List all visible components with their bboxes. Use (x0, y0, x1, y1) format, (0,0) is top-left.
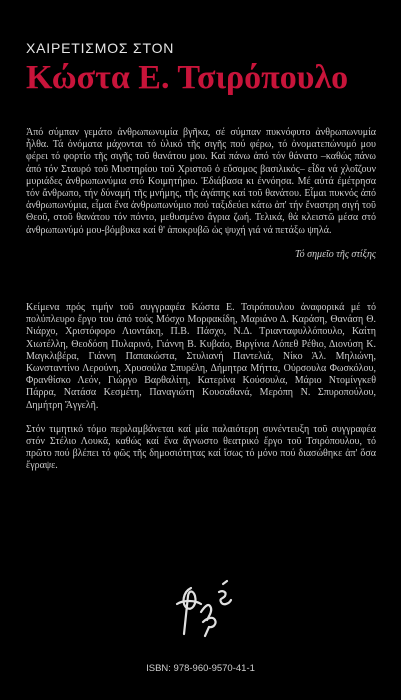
isbn-number: ISBN: 978-960-9570-41-1 (146, 663, 255, 674)
quote-source: Τό σημεῖο τῆς στίξης (295, 248, 376, 260)
author-name: Κώστα Ε. Τσιρόπουλο (26, 59, 349, 96)
author-quote: Ἀπό σύμπαν γεμάτο ἀνθρωπωνυμία βγῆκα, σέ σύμπαν πυκνόφυτο ἀνθρωπωνυμία ἦλθα. Τά ὀνόματα μάχονται τό ὑλικό τῆς σιγῆς πού φέρω, τό ὀνοματεπώνυμό μου φέρει τό φορτίο τῆς σιγῆς τοῦ θανάτου μου. Καί πάνω ἀπό τόν θάνατο –καθώς πάνω ἀπό τόν Σταυρό τοῦ Μυστηρίου τοῦ Χριστοῦ ὁ εὔσομος βασιλικός– εἶδα νά χλοΐζουν μυριάδες ἀνθρωπωνύμια στό Κοιμητήριο. Ἐδιάβασα κι ἐννόησα. Μέ αὐτά ἐμέτρησα τόν ἄνθρωπο, τήν δύναμή τῆς μνήμης, τῆς ἀγάπης καί τοῦ θανάτου. Εἶμαι πυκνός ἀπό ἀνθρωπωνύμια, εἶμαι ἕνα ἀνθρωπωνύμιο πού ταξιδεύει κάτω ἀπ' τήν ἔναστρη σιγή τοῦ Θεοῦ, στοῦ θανάτου τόν πόντο, μεθυσμένο ἄγρια ζωή. Τελικά, θά κλειστῶ μέσα στό ἀνθρωπωνύμό μου-βόμβυκα καί θ' ἀποκρυβῶ ὡς ψυχή γιά νά πετάξω ψηλά. (26, 127, 376, 236)
volume-note: Στόν τιμητικό τόμο περιλαμβάνεται καί μία παλαιότερη συνέντευξη τοῦ συγγραφέα στόν Στέλιο Λουκᾶ, καθώς καί ἕνα ἄγνωστο θεατρικό ἔργο τοῦ Τσιρόπουλου, τό πρῶτο πού βλέπει τό φῶς τῆς δημοσιότητας καί ἴσως τό μόνο πού διασώθηκε ἀπ' ὅσα ἔγραψε. (26, 423, 376, 472)
cover-kicker: ΧΑΙΡΕΤΙΣΜΟΣ ΣΤΟΝ (26, 40, 175, 56)
publisher-logo-icon (171, 578, 237, 638)
cover-text (26, 127, 376, 473)
tribute-paragraph: Κείμενα πρός τιμήν τοῦ συγγραφέα Κώστα Ε. Τσιρόπουλου ἀναφορικά μέ τό πολύπλευρο ἔργο του ἀπό τούς Μόσχο Μορφακίδη, Μαριάνο Δ. Καράση, Θανάση Θ. Νιάρχο, Χριστόφορο Λιοντάκη, Π.Β. Πάσχο, Ν.Δ. Τριανταφυλλόπουλο, Καίτη Χιωτέλλη, Θεοδόση Πυλαρινό, Γιάννη Β. Κυβαίο, Βιργίνια Λόπεθ Ρέθιο, Διονύση Κ. Μαγκλιβέρα, Γιάννη Παπακώστα, Στυλιανή Παντελιά, Νίκο Άλ. Μηλιώνη, Κωνσταντίνο Λερούνη, Χρυσούλα Σπυρέλη, Δήμητρα Μήττα, Ούρσουλα Φωσκόλου, Φρανθίσκο Λεόν, Γιώργο Βαρθαλίτη, Κατερίνα Κούσουλα, Μάριο Ντομίνγκεθ Πάρρα, Νατάσα Κεσμέτη, Παναγιώτη Κουσαθανά, Μερόπη Ν. Σπυροπούλου, Δημήτρη Ἄγγελῆ. (26, 302, 376, 411)
cover-header (26, 40, 376, 96)
